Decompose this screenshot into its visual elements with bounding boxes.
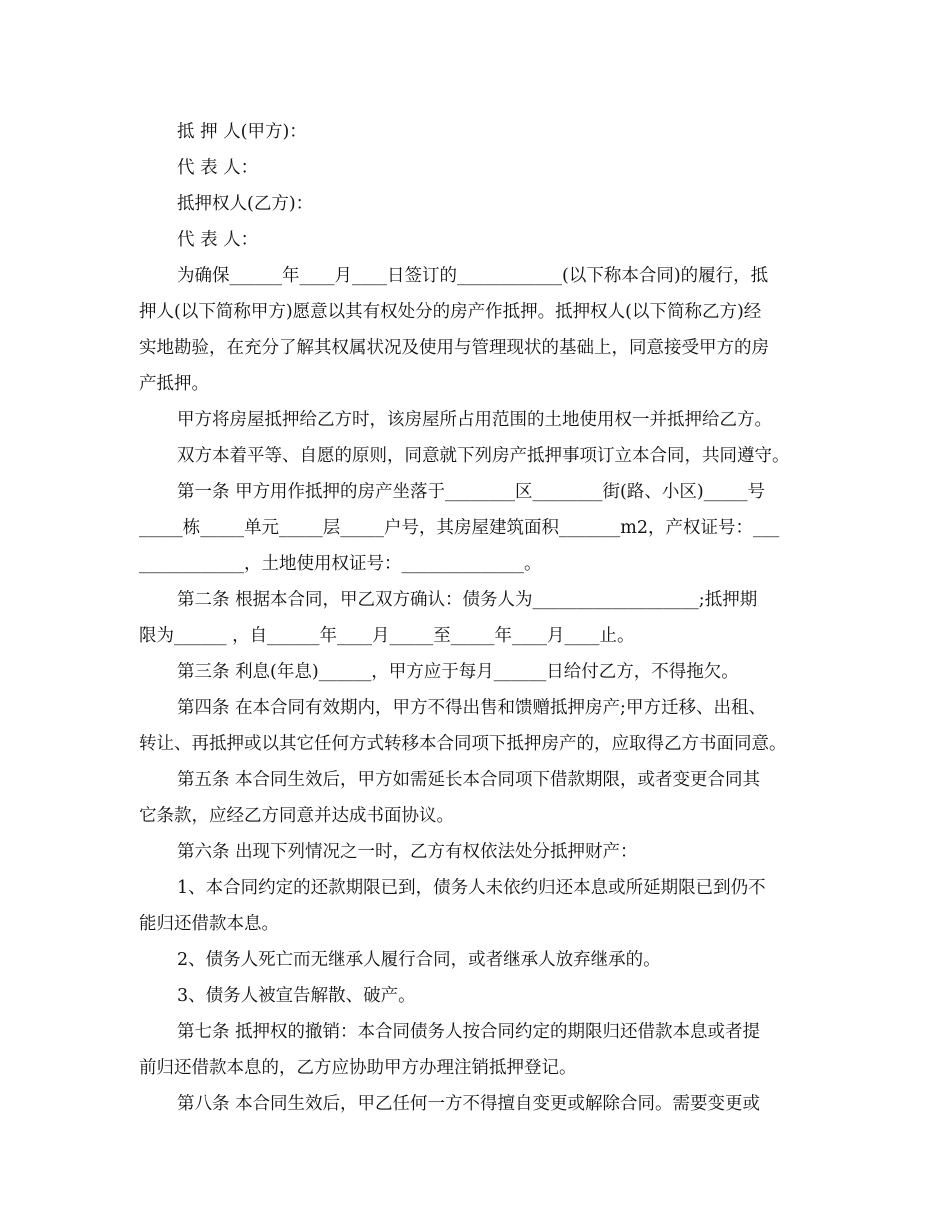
article-7-line-1: 第七条 抵押权的撤销：本合同债务人按合同约定的期限归还借款本息或者提: [177, 1022, 761, 1042]
article-6-item-2: 2、债务人死亡而无继承人履行合同，或者继承人放弃继承的。: [177, 950, 661, 970]
preamble-line-3: 实地勘验，在充分了解其权属状况及使用与管理现状的基础上，同意接受甲方的房: [139, 338, 769, 358]
article-1-line-2: _____栋_____单元_____层_____户号，其房屋建筑面积_______m2，产权证号：___: [139, 518, 780, 538]
mortgagor-line: 抵 押 人(甲方)：: [177, 122, 307, 142]
mortgagee-representative-line: 代 表 人：: [177, 230, 259, 250]
article-6-item-1-line-2: 能归还借款本息。: [139, 914, 279, 934]
article-6-item-3: 3、债务人被宣告解散、破产。: [177, 986, 416, 1006]
article-2-line-1: 第二条 根据本合同，甲乙双方确认：债务人为___________________;抵押期: [177, 590, 758, 610]
article-4-line-2: 转让、再抵押或以其它任何方式转移本合同项下抵押房产的，应取得乙方书面同意。: [139, 734, 787, 754]
article-4-line-1: 第四条 在本合同有效期内，甲方不得出售和馈赠抵押房产;甲方迁移、出租、: [177, 698, 766, 718]
preamble-line-2: 押人(以下简称甲方)愿意以其有权处分的房产作抵押。抵押权人(以下简称乙方)经: [139, 302, 762, 322]
article-1-line-3: ____________，土地使用权证号：______________。: [139, 554, 542, 574]
article-5-line-1: 第五条 本合同生效后，甲方如需延长本合同项下借款期限，或者变更合同其: [177, 770, 761, 790]
article-7-line-2: 前归还借款本息的，乙方应协助甲方办理注销抵押登记。: [139, 1058, 577, 1078]
article-1-line-1: 第一条 甲方用作抵押的房产坐落于________区________街(路、小区)_____号: [177, 482, 765, 502]
preamble-line-4: 产抵押。: [139, 374, 209, 394]
article-2-line-2: 限为______ ，自______年____月_____至_____年____月____止。: [139, 626, 635, 646]
mortgagor-representative-line: 代 表 人：: [177, 158, 259, 178]
principle-paragraph: 双方本着平等、自愿的原则，同意就下列房产抵押事项订立本合同，共同遵守。: [177, 446, 790, 466]
article-6-item-1-line-1: 1、本合同约定的还款期限已到，债务人未依约归还本息或所延期限已到仍不: [177, 878, 766, 898]
article-5-line-2: 它条款，应经乙方同意并达成书面协议。: [139, 806, 454, 826]
mortgagee-line: 抵押权人(乙方)：: [177, 194, 314, 214]
article-3: 第三条 利息(年息)______，甲方应于每月______日给付乙方，不得拖欠。: [177, 662, 739, 682]
land-use-paragraph: 甲方将房屋抵押给乙方时，该房屋所占用范围的土地使用权一并抵押给乙方。: [177, 410, 772, 430]
contract-body: [139, 114, 819, 1122]
preamble-line-1: 为确保______年____月____日签订的____________(以下称本合同)的履行，抵: [177, 266, 769, 286]
article-8-line-1: 第八条 本合同生效后，甲乙任何一方不得擅自变更或解除合同。需要变更或: [177, 1094, 761, 1114]
article-6: 第六条 出现下列情况之一时，乙方有权依法处分抵押财产：: [177, 842, 638, 862]
